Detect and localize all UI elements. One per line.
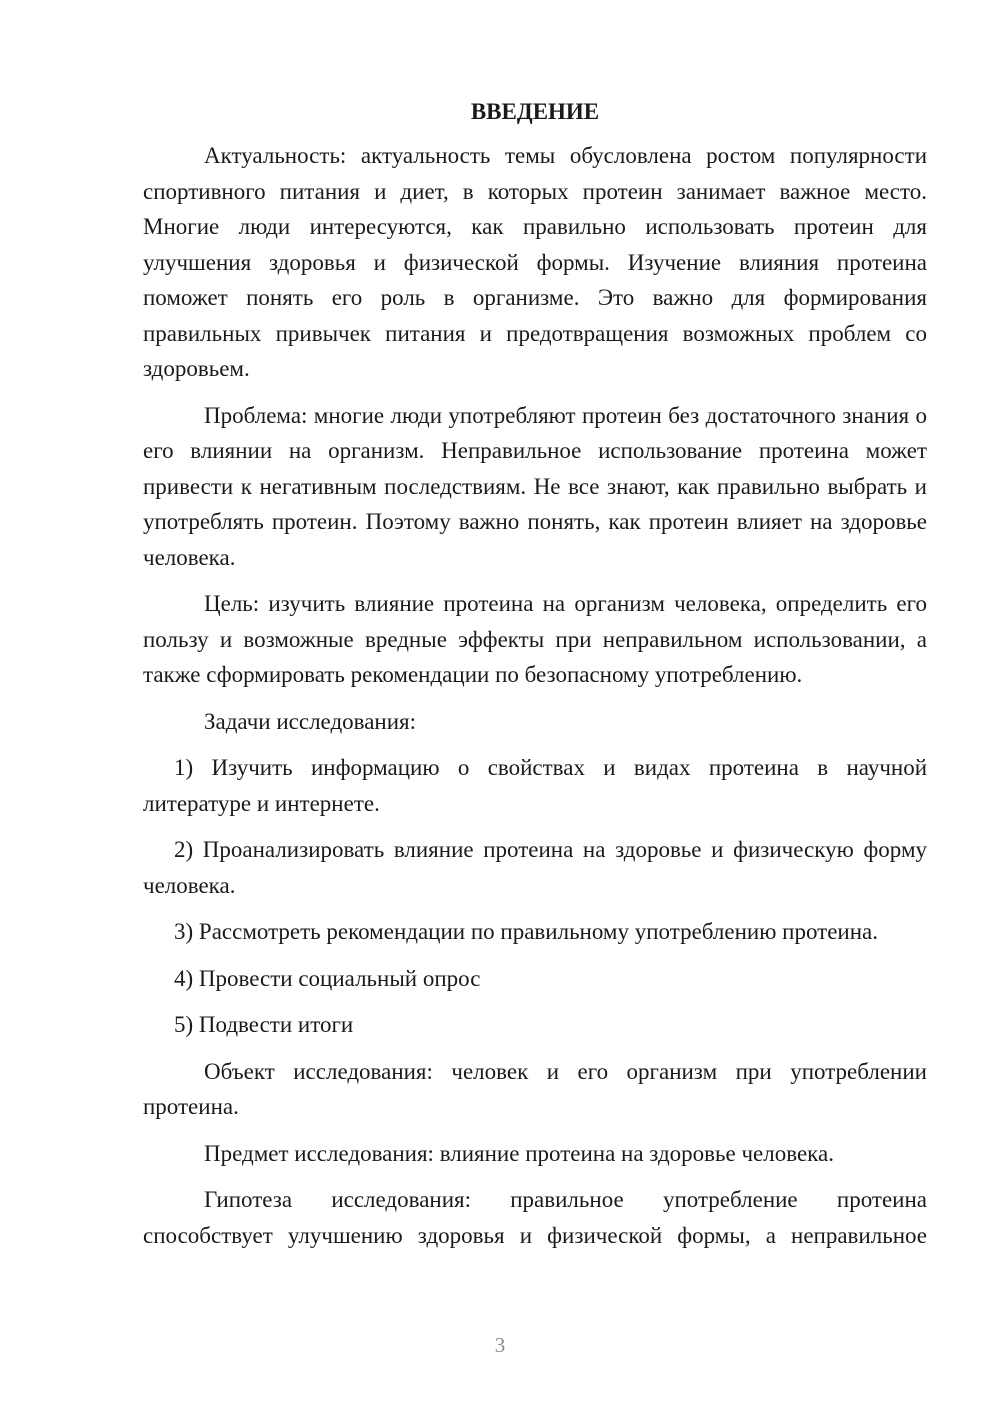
page-number: 3 xyxy=(494,1333,506,1357)
task-item-2: 2) Проанализировать влияние протеина на здоровье и физическую форму человека. xyxy=(143,837,927,898)
subject-paragraph: Предмет исследования: влияние протеина на здоровье человека. xyxy=(204,1140,834,1166)
task-item-1: 1) Изучить информацию о свойствах и видах протеина в научной литературе и интернете. xyxy=(143,755,927,816)
tasks-heading-paragraph: Задачи исследования: xyxy=(204,708,417,734)
section-heading: ВВЕДЕНИЕ xyxy=(470,99,600,124)
task-item-3: 3) Рассмотреть рекомендации по правильному употреблению протеина. xyxy=(174,919,878,944)
goal-paragraph: Цель: изучить влияние протеина на организм человека, определить его пользу и возможные вредные эффекты при неправильном использовании, а также сформировать рекомендации по безопасному употреблению. xyxy=(143,591,927,687)
relevance-paragraph: Актуальность: актуальность темы обусловлена ростом популярности спортивного питания и диет, в которых протеин занимает важное место. Многие люди интересуются, как правильно использовать протеин для улучшения здоровья и физической формы. Изучение влияния протеина поможет понять его роль в организме. Это важно для формирования правильных привычек питания и предотвращения возможных проблем со здоровьем. xyxy=(143,143,927,381)
page-content xyxy=(143,96,927,1253)
problem-paragraph: Проблема: многие люди употребляют протеин без достаточного знания о его влиянии на организм. Неправильное использование протеина может привести к негативным последствиям. Не все знают, как правильно выбрать и употреблять протеин. Поэтому важно понять, как протеин влияет на здоровье человека. xyxy=(143,402,927,570)
hypothesis-paragraph: Гипотеза исследования: правильное употребление протеина способствует улучшению здоровья и физической формы, а неправильное xyxy=(143,1187,927,1248)
task-item-5: 5) Подвести итоги xyxy=(174,1012,354,1037)
object-paragraph: Объект исследования: человек и его организм при употреблении протеина. xyxy=(143,1058,927,1119)
task-item-4: 4) Провести социальный опрос xyxy=(174,965,481,991)
